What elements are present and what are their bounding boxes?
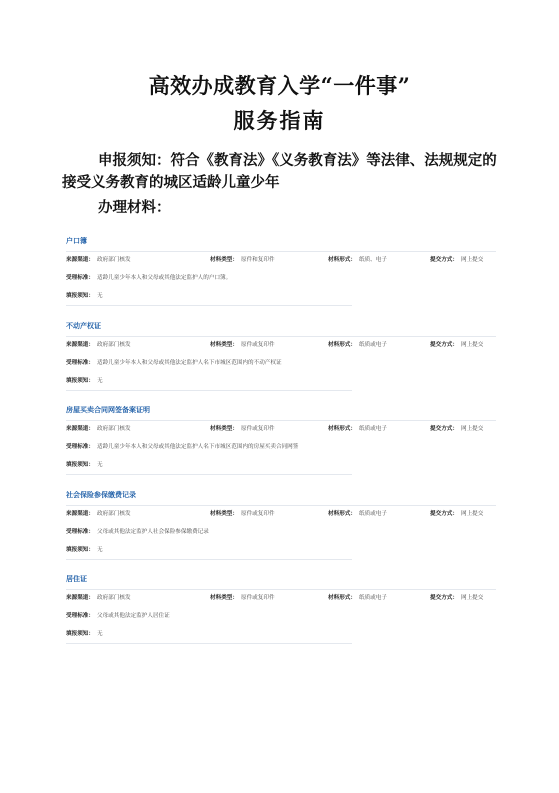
type-value: 原件或复印件 — [240, 510, 275, 517]
notes-row — [66, 376, 496, 384]
notes-label: 填报须知： — [66, 293, 94, 299]
form-label: 材料形式： — [328, 510, 356, 517]
form-label: 材料形式： — [328, 426, 356, 432]
type-label: 材料类型： — [210, 595, 238, 601]
acceptance-standard-row — [66, 273, 496, 281]
notes-value: 无 — [96, 546, 103, 553]
notes-label: 填报须知： — [66, 462, 94, 468]
notes-value: 无 — [96, 377, 103, 384]
source-label: 来源渠道： — [66, 341, 94, 348]
source-value: 政府部门核发 — [96, 426, 131, 432]
page-subtitle: 服务指南 — [233, 108, 326, 133]
material-section — [66, 405, 496, 490]
submit-label: 提交方式： — [430, 510, 458, 517]
standard-label: 受理标准： — [66, 528, 94, 535]
source-label: 来源渠道： — [66, 510, 94, 517]
submit-value: 网上提交 — [460, 595, 484, 601]
divider — [66, 305, 352, 306]
material-title: 居住证 — [66, 575, 87, 583]
source-label: 来源渠道： — [66, 257, 94, 263]
notes-row — [66, 291, 496, 299]
submit-value: 网上提交 — [460, 426, 484, 432]
material-title: 户口簿 — [66, 237, 87, 245]
form-value: 纸质或电子 — [358, 426, 387, 432]
type-label: 材料类型： — [210, 341, 238, 348]
notes-value: 无 — [96, 462, 103, 468]
divider — [66, 251, 496, 252]
divider — [66, 336, 496, 337]
type-label: 材料类型： — [210, 257, 238, 263]
type-value: 原件或复印件 — [240, 595, 275, 601]
acceptance-standard-row — [66, 527, 496, 535]
notes-row — [66, 545, 496, 553]
form-label: 材料形式： — [328, 595, 356, 601]
material-title: 不动产权证 — [66, 321, 101, 330]
notes-label: 填报须知： — [66, 631, 94, 637]
application-notice: 申报须知：符合《教育法》《义务教育法》等法律、法规规定的接受义务教育的城区适龄儿童少年 — [62, 153, 497, 191]
form-value: 纸质或电子 — [358, 341, 387, 348]
source-label: 来源渠道： — [66, 426, 94, 432]
divider — [66, 390, 352, 391]
type-value: 原件或复印件 — [240, 426, 275, 432]
form-value: 纸质或电子 — [358, 595, 387, 601]
materials-heading: 办理材料： — [98, 200, 171, 216]
materials-list — [66, 236, 496, 659]
standard-label: 受理标准： — [66, 359, 94, 366]
standard-value: 适龄儿童少年本人和父母或其他法定监护人名下市城区范围内的不动产权证 — [96, 359, 282, 366]
notes-value: 无 — [96, 293, 103, 299]
standard-label: 受理标准： — [66, 613, 94, 619]
source-value: 政府部门核发 — [96, 510, 131, 517]
material-section — [66, 236, 496, 321]
standard-label: 受理标准： — [66, 275, 94, 281]
notes-label: 填报须知： — [66, 546, 94, 553]
standard-value: 适龄儿童少年本人和父母或其他法定监护人名下市城区范围内的房屋买卖合同网签 — [96, 444, 299, 450]
submit-label: 提交方式： — [430, 257, 458, 263]
material-section — [66, 574, 496, 659]
notes-row — [66, 460, 496, 468]
material-section — [66, 321, 496, 406]
divider — [66, 474, 352, 475]
form-label: 材料形式： — [328, 341, 356, 348]
page-title: 高效办成教育入学“一件事” — [148, 73, 411, 98]
material-title: 社会保险参保缴费记录 — [66, 490, 136, 499]
type-value: 原件和复印件 — [240, 257, 275, 263]
standard-value: 父母或其他法定监护人社会保险参保缴费记录 — [96, 528, 209, 535]
divider — [66, 643, 352, 644]
standard-value: 父母或其他法定监护人居住证 — [96, 613, 170, 619]
divider — [66, 589, 496, 590]
acceptance-standard-row — [66, 611, 496, 619]
material-title: 房屋买卖合同网签备案证明 — [66, 406, 150, 414]
acceptance-standard-row — [66, 442, 496, 450]
type-label: 材料类型： — [210, 510, 238, 517]
divider — [66, 420, 496, 421]
source-label: 来源渠道： — [66, 595, 94, 601]
notes-row — [66, 629, 496, 637]
form-value: 纸质、电子 — [358, 257, 387, 263]
divider — [66, 559, 352, 560]
standard-value: 适龄儿童少年本人和父母或其他法定监护人的户口簿。 — [96, 275, 232, 281]
type-value: 原件或复印件 — [240, 341, 275, 348]
acceptance-standard-row — [66, 358, 496, 366]
submit-label: 提交方式： — [430, 341, 458, 348]
source-value: 政府部门核发 — [96, 257, 131, 263]
source-value: 政府部门核发 — [96, 595, 131, 601]
form-label: 材料形式： — [328, 257, 356, 263]
standard-label: 受理标准： — [66, 444, 94, 450]
type-label: 材料类型： — [210, 426, 238, 432]
notes-label: 填报须知： — [66, 377, 94, 384]
submit-value: 网上提交 — [460, 257, 484, 263]
notes-value: 无 — [96, 631, 103, 637]
submit-label: 提交方式： — [430, 595, 458, 601]
submit-label: 提交方式： — [430, 426, 458, 432]
form-value: 纸质或电子 — [358, 510, 387, 517]
submit-value: 网上提交 — [460, 341, 484, 348]
material-section — [66, 490, 496, 575]
source-value: 政府部门核发 — [96, 341, 131, 348]
submit-value: 网上提交 — [460, 510, 484, 517]
divider — [66, 505, 496, 506]
